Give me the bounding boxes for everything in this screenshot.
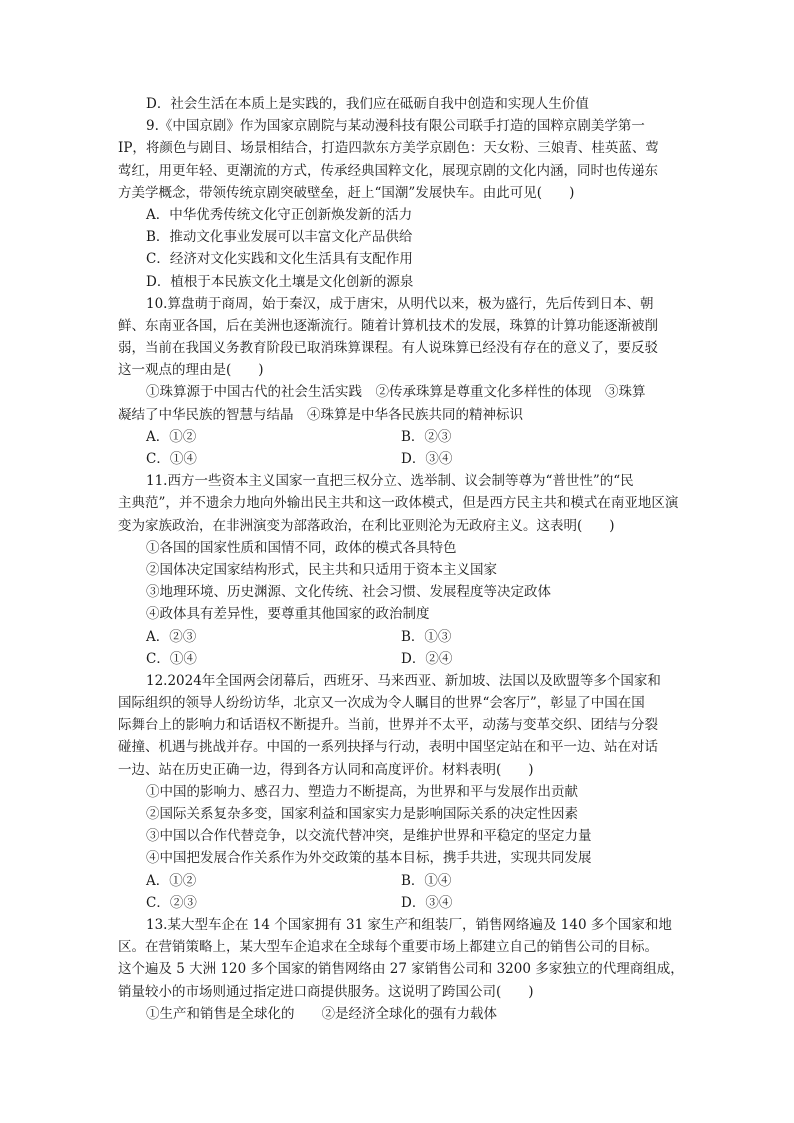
text-line: 莺红，用更年轻、更潮流的方式，传承经典国粹文化，展现京剧的文化内涵，同时也传递东 xyxy=(118,162,658,179)
text-line: 方美学概念，带领传统京剧突破壁垒，赶上“国潮”发展快车。由此可见( ) xyxy=(118,184,575,201)
option-line: ②国体决定国家结构形式，民主共和只适用于资本主义国家 xyxy=(146,561,497,578)
text-line: 鲜、东南亚各国，后在美洲也逐渐流行。随着计算机技术的发展，珠算的计算功能逐渐被削 xyxy=(118,317,658,334)
text-line: 际舞台上的影响力和话语权不断提升。当前，世界并不太平，动荡与变革交织、团结与分裂 xyxy=(118,717,658,734)
question-stem-line: 12.2024年全国两会闭幕后，西班牙、马来西亚、新加坡、法国以及欧盟等多个国家和 xyxy=(146,672,661,689)
answer-choice: D．②④ xyxy=(401,650,453,667)
answer-choice: B．①④ xyxy=(401,872,452,889)
answer-choice: D．③④ xyxy=(401,894,453,911)
text-line: 这个遍及 5 大洲 120 多个国家的销售网络由 27 家销售公司和 3200 多家独立的代理商组成， xyxy=(118,961,684,978)
question-stem-line: 9.《中国京剧》作为国家京剧院与某动漫科技有限公司联手打造的国粹京剧美学第一 xyxy=(146,118,645,135)
text-line: 弱，当前在我国义务教育阶段已取消珠算课程。有人说珠算已经没有存在的意义了，要反驳 xyxy=(118,340,658,357)
answer-choice: A．①② xyxy=(146,428,197,445)
text-line: IP，将颜色与剧目、场景相结合，打造四款东方美学京剧色：天女粉、三娘青、桂英蓝、莺 xyxy=(118,140,659,157)
question-text-block xyxy=(118,93,684,1025)
text-line: 碰撞、机遇与挑战并存。中国的一系列抉择与行动，表明中国坚定站在和平一边、站在对话 xyxy=(118,739,658,756)
text-line: 一边、站在历史正确一边，得到各方认同和高度评价。材料表明( ) xyxy=(118,761,534,778)
option-line: ④政体具有差异性，要尊重其他国家的政治制度 xyxy=(146,606,430,623)
text-line: 国际组织的领导人纷纷访华，北京又一次成为令人瞩目的世界“会客厅”，彰显了中国在国 xyxy=(118,695,645,712)
text-line: 凝结了中华民族的智慧与结晶 ④珠算是中华各民族共同的精神标识 xyxy=(118,406,523,423)
option-line: D．植根于本民族文化土壤是文化创新的源泉 xyxy=(146,273,414,290)
answer-choice: B．②③ xyxy=(401,428,452,445)
text-line: 这一观点的理由是( ) xyxy=(118,362,264,379)
answer-choice: D．③④ xyxy=(401,451,453,467)
question-stem-line: 13.某大型车企在 14 个国家拥有 31 家生产和组装厂，销售网络遍及 140 多个国家和地 xyxy=(146,916,672,933)
answer-choice-row xyxy=(118,426,678,448)
answer-choice-row xyxy=(118,892,678,914)
answer-choice-row xyxy=(118,648,678,670)
question-stem-line: 11.西方一些资本主义国家一直把三权分立、选举制、议会制等尊为“普世性”的“民 xyxy=(146,473,634,490)
answer-choice: C．①④ xyxy=(146,451,197,467)
option-line: ②国际关系复杂多变，国家利益和国家实力是影响国际关系的决定性因素 xyxy=(146,806,578,822)
answer-choice-row xyxy=(118,870,678,892)
option-line: D．社会生活在本质上是实践的，我们应在砥砺自我中创造和实现人生价值 xyxy=(146,96,589,112)
option-line: C．经济对文化实践和文化生活具有支配作用 xyxy=(146,251,413,268)
option-line: ①中国的影响力、感召力、塑造力不断提高，为世界和平与发展作出贡献 xyxy=(146,783,578,800)
option-line: ①生产和销售是全球化的 ②是经济全球化的强有力载体 xyxy=(146,1005,497,1022)
text-line: 区。在营销策略上，某大型车企追求在全球每个重要市场上都建立自己的销售公司的目标。 xyxy=(118,939,658,956)
option-line: ④中国把发展合作关系作为外交政策的基本目标，携手共进，实现共同发展 xyxy=(146,850,592,867)
answer-choice: C．①④ xyxy=(146,650,197,667)
text-line: 销量较小的市场则通过指定进口商提供服务。这说明了跨国公司( ) xyxy=(118,983,534,1000)
text-line: 主典范”，并不遗余力地向外输出民主共和这一政体模式，但是西方民主共和模式在南亚地区演 xyxy=(118,495,679,512)
option-line: ①珠算源于中国古代的社会生活实践 ②传承珠算是尊重文化多样性的体现 ③珠算 xyxy=(146,384,646,401)
option-line: ③地理环境、历史渊源、文化传统、社会习惯、发展程度等决定政体 xyxy=(146,584,551,601)
option-line: ③中国以合作代替竞争，以交流代替冲突，是维护世界和平稳定的坚定力量 xyxy=(146,828,592,845)
answer-choice: B．①③ xyxy=(401,628,452,645)
answer-choice: A．①② xyxy=(146,872,197,889)
answer-choice: A．②③ xyxy=(146,628,197,645)
question-stem-line: 10.算盘萌于商周，始于秦汉，成于唐宋，从明代以来，极为盛行，先后传到日本、朝 xyxy=(146,295,654,312)
option-line: ①各国的国家性质和国情不同，政体的模式各具特色 xyxy=(146,539,457,556)
option-line: B．推动文化事业发展可以丰富文化产品供给 xyxy=(146,229,413,246)
answer-choice-row xyxy=(118,626,678,648)
answer-choice: C．②③ xyxy=(146,894,197,911)
answer-choice-row xyxy=(118,448,678,470)
text-line: 变为家族政治，在非洲演变为部落政治，在利比亚则沦为无政府主义。这表明( ) xyxy=(118,517,615,534)
option-line: A．中华优秀传统文化守正创新焕发新的活力 xyxy=(146,206,413,223)
